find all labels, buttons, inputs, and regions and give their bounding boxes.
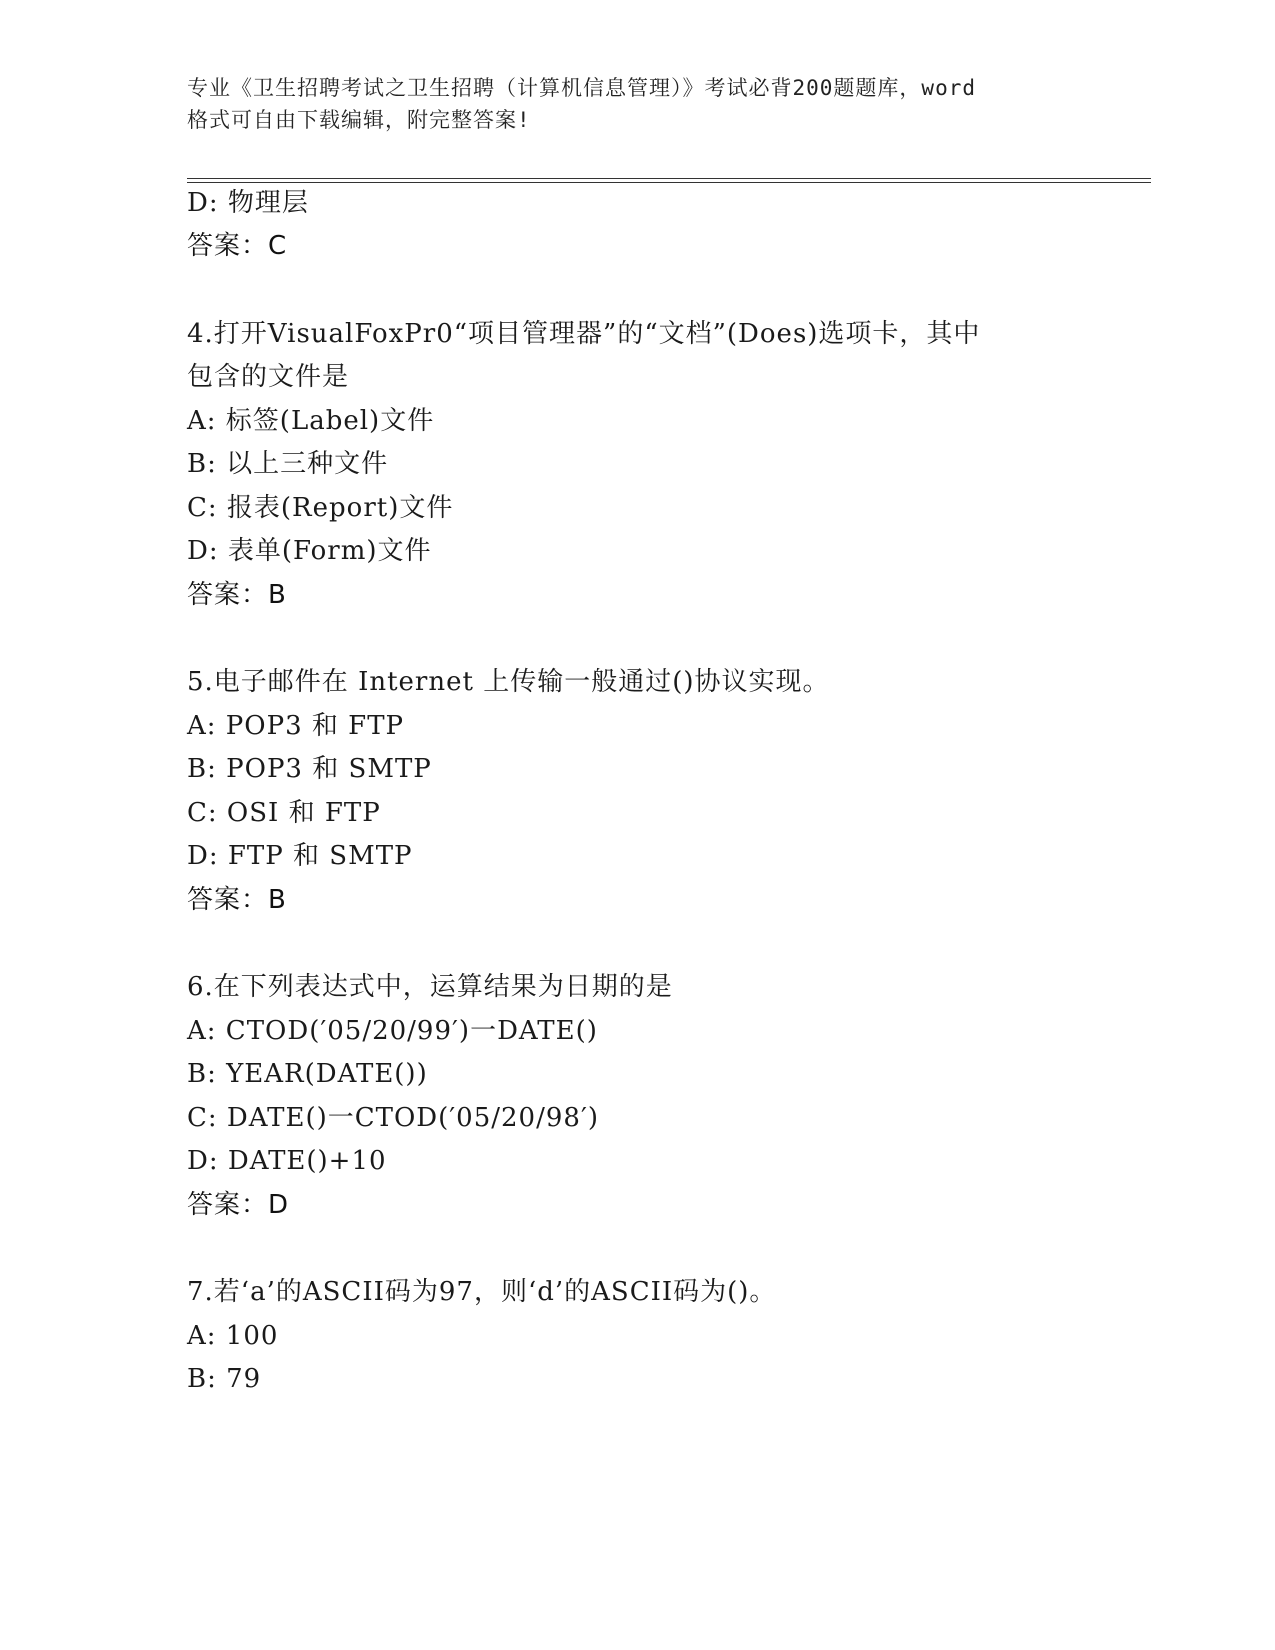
option-line: C: OSI 和 FTP xyxy=(187,798,381,828)
header-line-2: 格式可自由下载编辑，附完整答案! xyxy=(187,108,531,132)
option-line: A: 标签(Label)文件 xyxy=(187,406,435,436)
question-line: 包含的文件是 xyxy=(187,362,350,392)
option-line: D: DATE()+10 xyxy=(187,1146,387,1176)
option-line: A: 100 xyxy=(187,1321,279,1351)
answer-line: 答案：B xyxy=(187,885,287,915)
option-line: C: 报表(Report)文件 xyxy=(187,493,454,523)
option-line: B: 以上三种文件 xyxy=(187,449,389,479)
answer-line: 答案：C xyxy=(187,231,288,261)
document-header xyxy=(187,72,1087,136)
option-line: A: CTOD(′05/20/99′)一DATE() xyxy=(187,1016,598,1046)
header-rule-bottom xyxy=(187,182,1151,183)
question-line: 5.电子邮件在 Internet 上传输一般通过()协议实现。 xyxy=(187,667,830,697)
question-line: 6.在下列表达式中，运算结果为日期的是 xyxy=(187,972,673,1002)
question-line: 4.打开VisualFoxPr0“项目管理器”的“文档”(Does)选项卡，其中 xyxy=(187,319,981,349)
header-line-1: 专业《卫生招聘考试之卫生招聘（计算机信息管理）》考试必背200题题库，word xyxy=(187,76,976,100)
option-line: D: FTP 和 SMTP xyxy=(187,841,413,871)
question-line: 7.若‘a’的ASCII码为97，则‘d’的ASCII码为()。 xyxy=(187,1277,777,1307)
option-line: A: POP3 和 FTP xyxy=(187,711,405,741)
header-rule-top xyxy=(187,178,1151,179)
option-line: C: DATE()一CTOD(′05/20/98′) xyxy=(187,1103,599,1133)
option-line: B: POP3 和 SMTP xyxy=(187,754,432,784)
option-line: D: 表单(Form)文件 xyxy=(187,536,432,566)
answer-line: 答案：B xyxy=(187,580,287,610)
option-line: B: 79 xyxy=(187,1364,262,1394)
option-line: B: YEAR(DATE()) xyxy=(187,1059,428,1089)
option-line: D: 物理层 xyxy=(187,188,309,218)
answer-line: 答案：D xyxy=(187,1190,290,1220)
